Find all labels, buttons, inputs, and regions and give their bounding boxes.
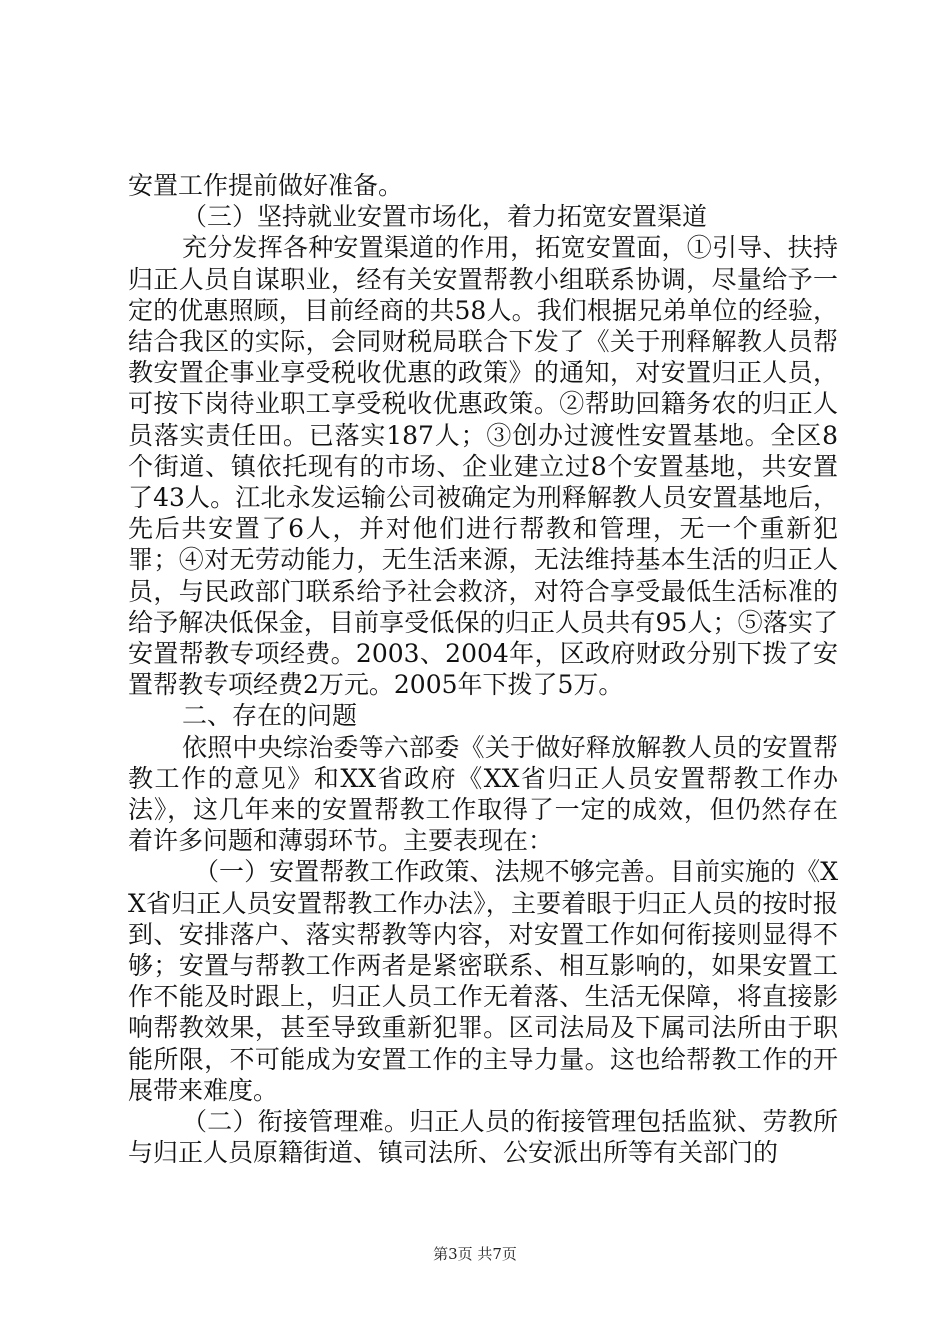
- paragraph-problems-intro: 依照中央综治委等六部委《关于做好释放解教人员的安置帮教工作的意见》和XX省政府《XX省归正人员安置帮教工作办法》，这几年来的安置帮教工作取得了一定的成效，但仍然存在着许多问题和薄弱环节。主要表现在：: [128, 732, 838, 856]
- section-heading-3: （三）坚持就业安置市场化，着力拓宽安置渠道: [182, 202, 708, 232]
- page-footer: 第3页 共7页: [433, 1245, 517, 1263]
- paragraph-problem-1: （一）安置帮教工作政策、法规不够完善。目前实施的《XX省归正人员安置帮教工作办法》，主要着眼于归正人员的按时报到、安排落户、落实帮教等内容，对安置工作如何衔接则显得不够；安置与帮教工作两者是紧密联系、相互影响的，如果安置工作不能及时跟上，归正人员工作无着落、生活无保障，将直接影响帮教效果，甚至导致重新犯罪。区司法局及下属司法所由于职能所限，不可能成为安置工作的主导力量。这也给帮教工作的开展带来难度。: [128, 857, 838, 1105]
- paragraph-placement-channels: 充分发挥各种安置渠道的作用，拓宽安置面，①引导、扶持归正人员自谋职业，经有关安置帮教小组联系协调，尽量给予一定的优惠照顾，目前经商的共58人。我们根据兄弟单位的经验，结合我区的实际，会同财税局联合下发了《关于刑释解教人员帮教安置企事业享受税收优惠的政策》的通知，对安置归正人员，可按下岗待业职工享受税收优惠政策。②帮助回籍务农的归正人员落实责任田。已落实187人；③创办过渡性安置基地。全区8个街道、镇依托现有的市场、企业建立过8个安置基地，共安置了43人。江北永发运输公司被确定为刑释解教人员安置基地后，先后共安置了6人，并对他们进行帮教和管理，无一个重新犯罪；④对无劳动能力，无生活来源，无法维持基本生活的归正人员，与民政部门联系给予社会救济，对符合享受最低生活标准的给予解决低保金，目前享受低保的归正人员共有95人；⑤落实了安置帮教专项经费。2003、2004年，区政府财政分别下拨了安置帮教专项经费2万元。2005年下拨了5万。: [128, 233, 838, 700]
- section-heading-problems: 二、存在的问题: [182, 701, 358, 731]
- paragraph-problem-2: （二）衔接管理难。归正人员的衔接管理包括监狱、劳教所与归正人员原籍街道、镇司法所、公安派出所等有关部门的: [128, 1107, 838, 1168]
- document-body: [128, 170, 838, 1169]
- paragraph-continuation: 安置工作提前做好准备。: [128, 171, 404, 200]
